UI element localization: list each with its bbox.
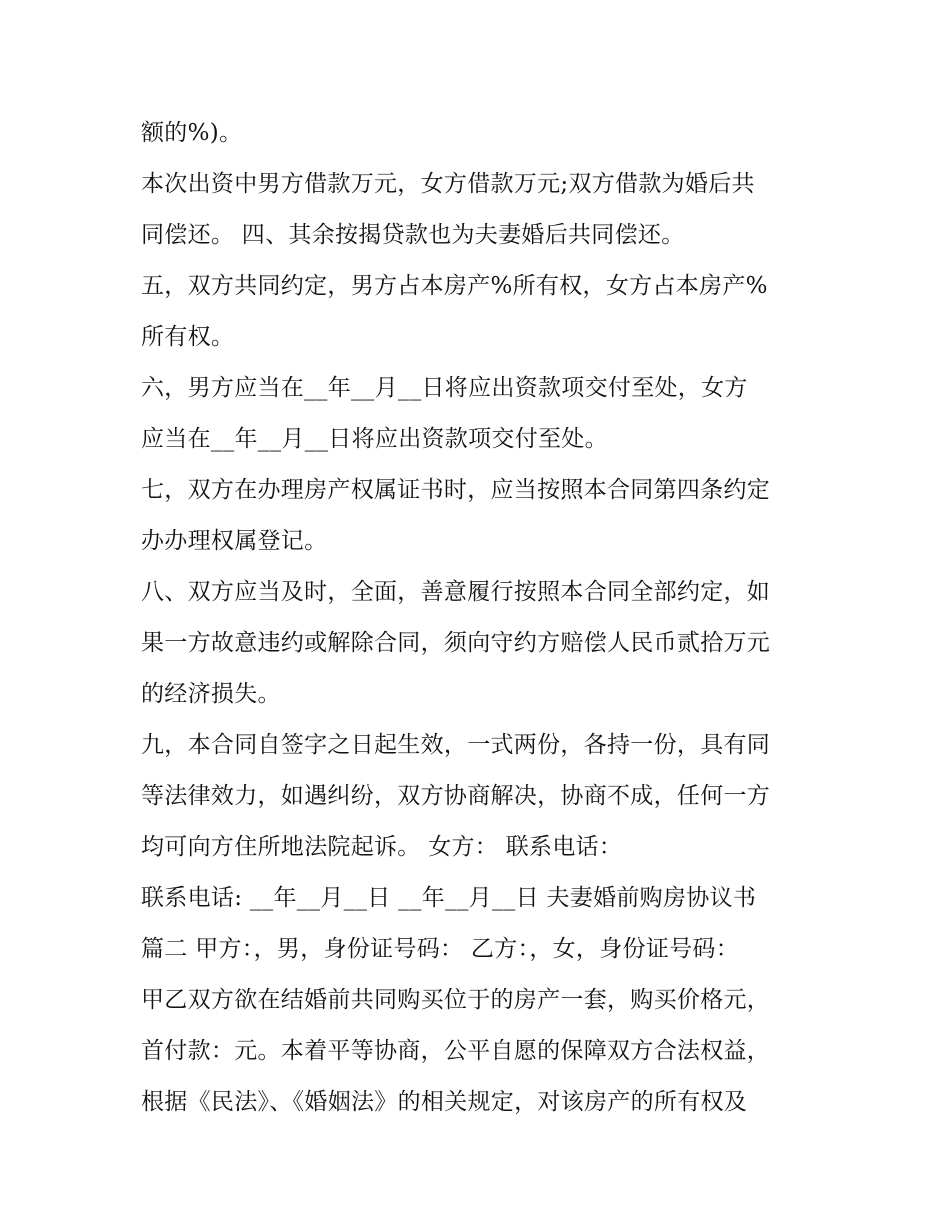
- text-line: 甲乙双方欲在结婚前共同购买位于的房产一套，购买价格元，: [141, 987, 771, 1013]
- text-line: 应当在__年__月__日将应出资款项交付至处。: [141, 426, 608, 452]
- text-line: 等法律效力，如遇纠纷，双方协商解决，协商不成，任何一方: [141, 783, 771, 809]
- text-line: 五，双方共同约定，男方占本房产%所有权，女方占本房产%: [141, 273, 768, 299]
- text-line: 六，男方应当在__年__月__日将应出资款项交付至处，女方: [141, 375, 748, 401]
- text-line: 果一方故意违约或解除合同，须向守约方赔偿人民币贰拾万元: [141, 630, 771, 656]
- text-line: 办办理权属登记。: [141, 528, 328, 554]
- text-line: 本次出资中男方借款万元，女方借款万元;双方借款为婚后共: [141, 171, 755, 197]
- text-line: 篇二 甲方：，男，身份证号码： 乙方：，女，身份证号码：: [141, 936, 740, 962]
- text-line: 根据《民法》、《婚姻法》的相关规定，对该房产的所有权及: [141, 1089, 748, 1115]
- text-line: 额的%)。: [141, 120, 243, 146]
- text-line: 均可向方住所地法院起诉。 女方： 联系电话：: [141, 834, 623, 860]
- text-line: 七，双方在办理房产权属证书时，应当按照本合同第四条约定: [141, 477, 771, 503]
- text-line: 的经济损失。: [141, 681, 281, 707]
- text-line: 首付款：元。本着平等协商，公平自愿的保障双方合法权益，: [141, 1038, 771, 1064]
- text-line: 所有权。: [141, 324, 235, 350]
- text-line: 八、双方应当及时，全面，善意履行按照本合同全部约定，如: [141, 579, 771, 605]
- document-body: [141, 108, 831, 1128]
- text-line: 同偿还。 四、其余按揭贷款也为夫妻婚后共同偿还。: [141, 222, 685, 248]
- text-line: 联系电话: __年__月__日 __年__月__日 夫妻婚前购房协议书: [141, 885, 757, 911]
- text-line: 九，本合同自签字之日起生效，一式两份，各持一份，具有同: [141, 732, 771, 758]
